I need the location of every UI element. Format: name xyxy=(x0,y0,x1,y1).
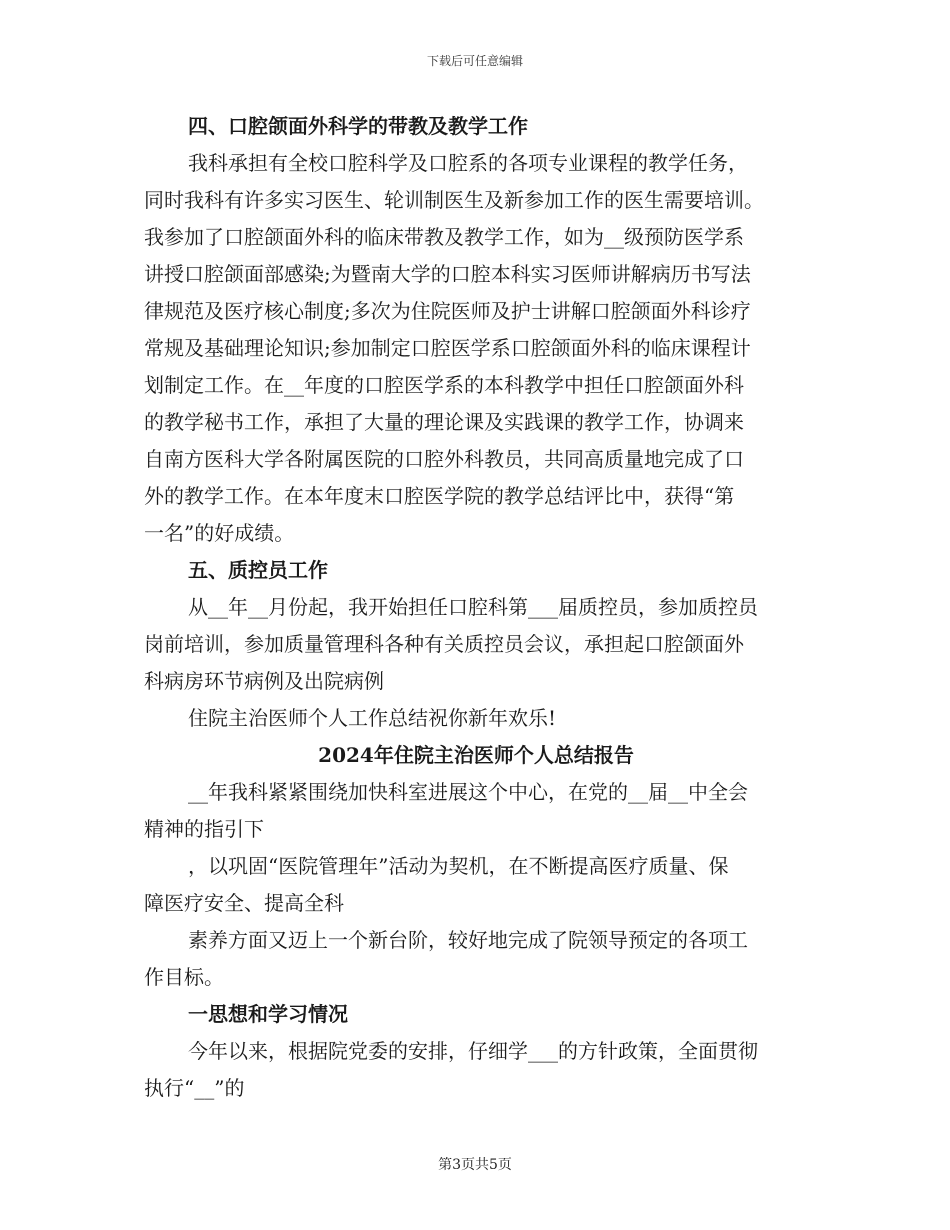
paragraph-line: 外的教学工作。在本年度末口腔医学院的教学总结评比中，获得“第 xyxy=(144,484,735,508)
section-heading: 一思想和学习情况 xyxy=(188,1002,348,1026)
section-heading: 四、口腔颌面外科学的带教及教学工作 xyxy=(188,114,528,138)
page-header: 下载后可任意编辑 xyxy=(426,54,523,68)
paragraph-line: 作目标。 xyxy=(144,965,224,989)
paragraph-line: 自南方医科大学各附属医院的口腔外科教员，共同高质量地完成了口 xyxy=(144,447,744,471)
section-heading: 五、质控员工作 xyxy=(188,558,328,582)
paragraph-line: 岗前培训，参加质量管理科各种有关质控员会议，承担起口腔颌面外 xyxy=(144,632,744,656)
paragraph-line: 执行“__”的 xyxy=(144,1076,245,1100)
paragraph-line: 住院主治医师个人工作总结祝你新年欢乐! xyxy=(188,706,557,730)
paragraph-line: 我科承担有全校口腔科学及口腔系的各项专业课程的教学任务， xyxy=(188,151,748,175)
paragraph-line: 科病房环节病例及出院病例 xyxy=(144,669,384,693)
page-footer: 第3页共5页 xyxy=(438,1157,512,1173)
paragraph-line: 讲授口腔颌面部感染;为暨南大学的口腔本科实习医师讲解病历书写法 xyxy=(144,262,751,286)
paragraph-line: 精神的指引下 xyxy=(144,817,264,841)
paragraph-line: 划制定工作。在__年度的口腔医学系的本科教学中担任口腔颌面外科 xyxy=(144,373,744,397)
paragraph-line: 今年以来，根据院党委的安排，仔细学___的方针政策，全面贯彻 xyxy=(188,1039,758,1063)
document-title: 2024年住院主治医师个人总结报告 xyxy=(318,743,634,767)
paragraph-line: 同时我科有许多实习医生、轮训制医生及新参加工作的医生需要培训。 xyxy=(144,188,764,212)
paragraph-line: 障医疗安全、提高全科 xyxy=(144,891,344,915)
paragraph-line: 一名”的好成绩。 xyxy=(144,521,295,545)
paragraph-line: 律规范及医疗核心制度;多次为住院医师及护士讲解口腔颌面外科诊疗 xyxy=(144,299,751,323)
paragraph-line: 从__年__月份起，我开始担任口腔科第___届质控员，参加质控员 xyxy=(188,595,758,619)
paragraph-line: 常规及基础理论知识;参加制定口腔医学系口腔颌面外科的临床课程计 xyxy=(144,336,751,360)
paragraph-line: __年我科紧紧围绕加快科室进展这个中心，在党的__届__中全会 xyxy=(188,780,748,804)
document-body xyxy=(144,108,808,1107)
paragraph-line: 的教学秘书工作，承担了大量的理论课及实践课的教学工作，协调来 xyxy=(144,410,744,434)
paragraph-line: 素养方面又迈上一个新台阶，较好地完成了院领导预定的各项工 xyxy=(188,928,748,952)
paragraph-line: 我参加了口腔颌面外科的临床带教及教学工作，如为__级预防医学系 xyxy=(144,225,744,249)
paragraph-line: ，以巩固“医院管理年”活动为契机，在不断提高医疗质量、保 xyxy=(188,854,729,878)
